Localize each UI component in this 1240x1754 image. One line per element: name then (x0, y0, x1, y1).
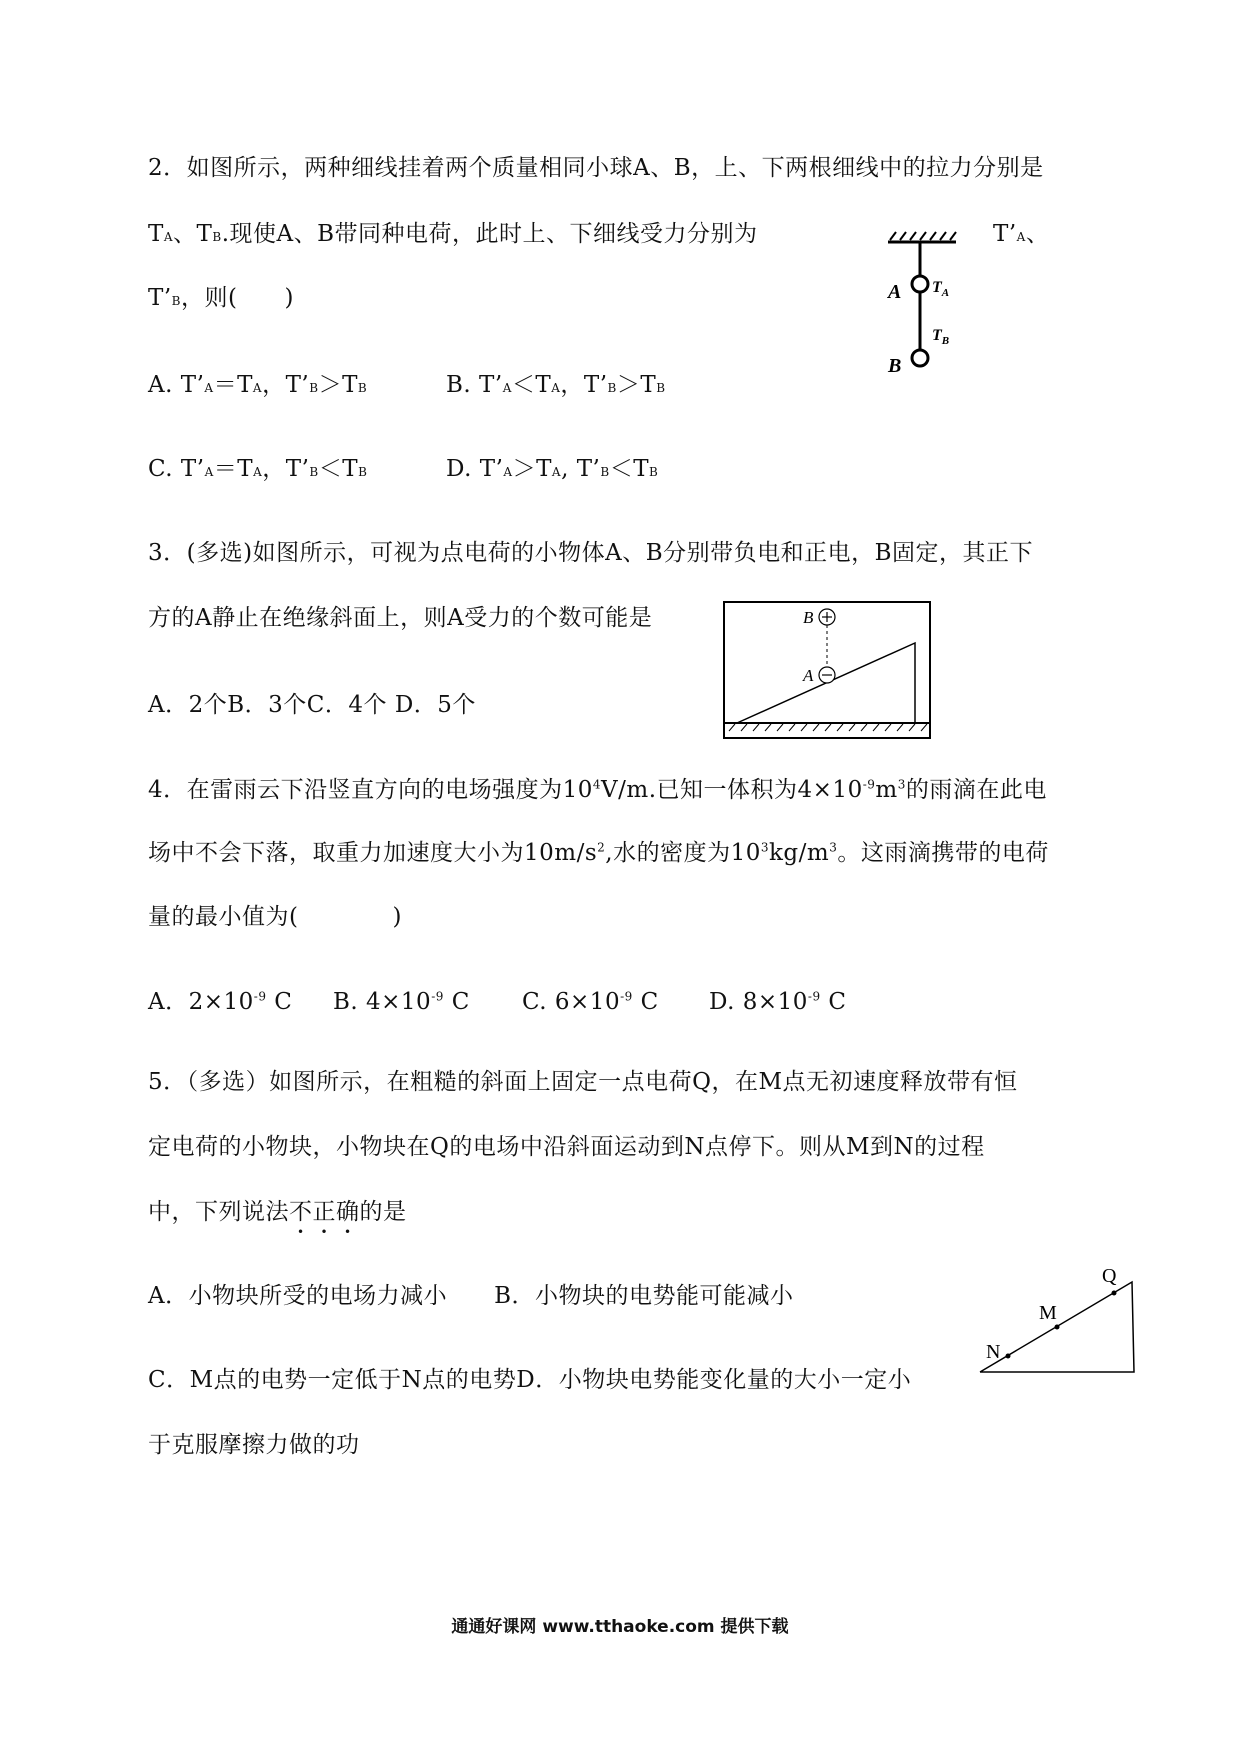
q2-option-a: A. T’A＝TA，T’B＞TB (148, 372, 368, 398)
q4-line1: 4．在雷雨云下沿竖直方向的电场强度为$10^4V/m$.已知一体积为$4\times 10^{-9}m^3$的雨滴在此电 (148, 777, 1047, 803)
q5-line3-pre: 中，下列说法 (148, 1199, 289, 1225)
label-q: Q (1102, 1265, 1117, 1287)
label-a: A (803, 666, 814, 685)
ceiling-hatch (890, 232, 956, 240)
q4-option-b: B. $4\times 10^{-9}$ C (333, 989, 470, 1015)
q4-option-a: A．$2\times 10^{-9}$ C (148, 989, 293, 1015)
point-n (1006, 1354, 1011, 1359)
q4-option-d: D. $8\times 10^{-9}$ C (709, 989, 847, 1015)
q3-line1: 3．(多选)如图所示，可视为点电荷的小物体A、B分别带负电和正电，B固定，其正下 (148, 540, 1033, 566)
label-tb: $T_B$ (932, 327, 950, 347)
q5-line1: 5．（多选）如图所示，在粗糙的斜面上固定一点电荷Q，在M点无初速度释放带有恒 (148, 1069, 1018, 1095)
q4-option-c: C. $6\times 10^{-9}$ C (522, 989, 659, 1015)
ball-b (912, 350, 928, 366)
label-b: B (803, 608, 814, 627)
ball-a (912, 276, 928, 292)
q2-hanging-balls-figure (880, 230, 980, 380)
q5-line3-post: 的是 (359, 1199, 407, 1225)
footer-download-note: 通通好课网 www.tthaoke.com 提供下载 (451, 1617, 789, 1637)
q5-line3 (148, 1197, 407, 1239)
q4-line3: 量的最小值为( ) (148, 904, 402, 930)
q5-line2: 定电荷的小物块，小物块在Q的电场中沿斜面运动到N点停下。则从M到N的过程 (148, 1134, 985, 1160)
ground-hatch (729, 724, 927, 731)
q2-line2-right: T’A、 (993, 221, 1050, 247)
point-m (1055, 1325, 1060, 1330)
q4-line2: 场中不会下落，取重力加速度大小为$10m/s^2$,水的密度为$10^3kg/m^3$。这雨滴携带的电荷 (148, 840, 1049, 866)
q2-option-c: C. T’A＝TA，T’B＜TB (148, 456, 368, 482)
q5-line3-emphasis: 不正确 (289, 1199, 360, 1225)
q5-option-d-cont: 于克服摩擦力做的功 (148, 1432, 360, 1458)
label-ta: $T_A$ (932, 279, 950, 299)
q2-line3: T’B，则( ) (148, 285, 294, 311)
q2-option-d: D. T’A＞TA, T’B＜TB (446, 456, 659, 482)
point-q (1112, 1291, 1117, 1296)
q2-option-b: B. T’A＜TA，T’B＞TB (446, 372, 666, 398)
q3-options: A．2个B．3个C．4个 D．5个 (148, 692, 476, 718)
label-a: A (888, 281, 902, 303)
q5-incline-figure (972, 1262, 1142, 1392)
q2-line2 (148, 219, 758, 252)
label-n: N (986, 1341, 1001, 1363)
q3-incline-charges-figure (723, 601, 933, 741)
q3-line2: 方的A静止在绝缘斜面上，则A受力的个数可能是 (148, 605, 653, 631)
q2-line1: 2．如图所示，两种细线挂着两个质量相同小球A、B，上、下两根细线中的拉力分别是 (148, 155, 1044, 181)
q2-line2-text: TA、TB.现使A、B带同种电荷，此时上、下细线受力分别为 (148, 221, 758, 247)
q5-options-cd: C．M点的电势一定低于N点的电势D．小物块电势能变化量的大小一定小 (148, 1367, 912, 1393)
label-m: M (1039, 1302, 1057, 1324)
label-b: B (888, 355, 902, 377)
q5-options-ab: A．小物块所受的电场力减小 B．小物块的电势能可能减小 (148, 1283, 794, 1309)
